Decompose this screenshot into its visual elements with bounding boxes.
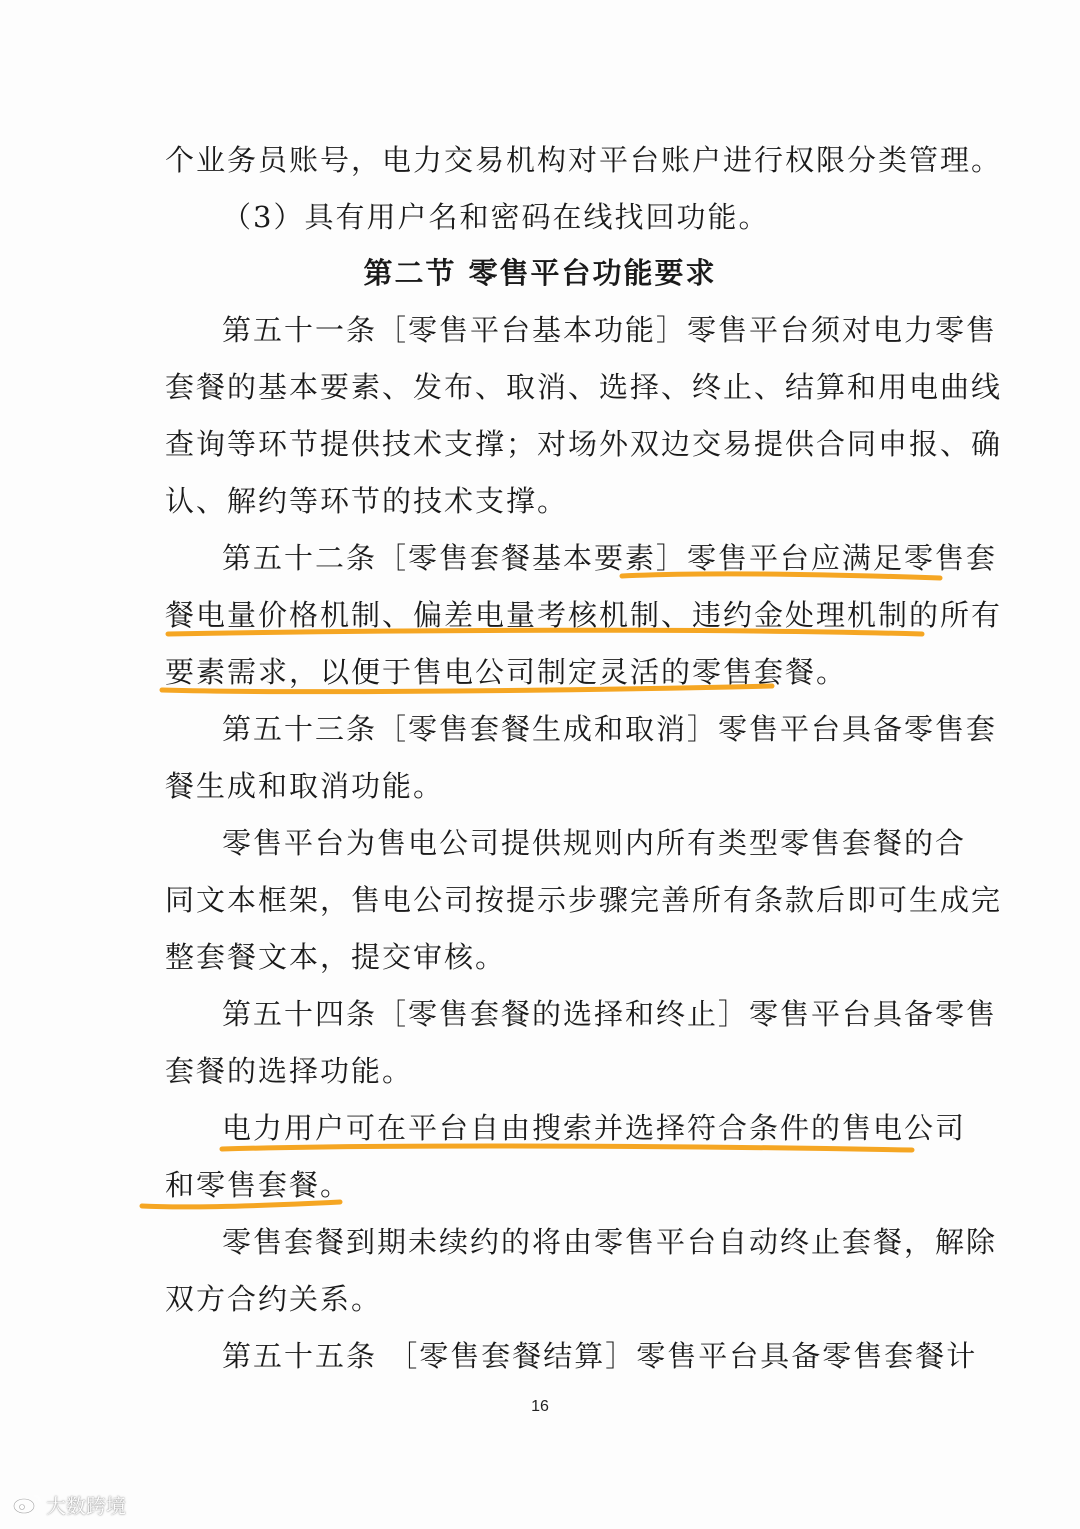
article-52-line: 要素需求，以便于售电公司制定灵活的零售套餐。 [165, 655, 848, 689]
paragraph-line: （3）具有用户名和密码在线找回功能。 [222, 200, 770, 234]
article-53-line: 第五十三条［零售套餐生成和取消］零售平台具备零售套 [222, 712, 998, 746]
article-54-line: 套餐的选择功能。 [165, 1054, 414, 1088]
page-number: 16 [531, 1398, 549, 1415]
article-55-line: 第五十五条 ［零售套餐结算］零售平台具备零售套餐计 [222, 1339, 978, 1373]
weibo-icon [12, 1492, 42, 1516]
article-53-line: 餐生成和取消功能。 [165, 769, 445, 803]
paragraph-line: 零售套餐到期未续约的将由零售平台自动终止套餐，解除 [222, 1225, 998, 1259]
article-54-line: 第五十四条［零售套餐的选择和终止］零售平台具备零售 [222, 997, 998, 1031]
article-51-line: 第五十一条［零售平台基本功能］零售平台须对电力零售 [222, 313, 998, 347]
section-heading: 第二节 零售平台功能要求 [363, 256, 717, 290]
paragraph-line: 个业务员账号，电力交易机构对平台账户进行权限分类管理。 [165, 143, 1003, 177]
paragraph-line: 和零售套餐。 [165, 1168, 352, 1202]
paragraph-line: 同文本框架，售电公司按提示步骤完善所有条款后即可生成完 [165, 883, 1003, 917]
paragraph-line: 零售平台为售电公司提供规则内所有类型零售套餐的合 [222, 826, 967, 860]
article-51-line: 套餐的基本要素、发布、取消、选择、终止、结算和用电曲线 [165, 370, 1003, 404]
article-51-line: 查询等环节提供技术支撑；对场外双边交易提供合同申报、确 [165, 427, 1003, 461]
paragraph-line: 整套餐文本，提交审核。 [165, 940, 507, 974]
paragraph-line: 双方合约关系。 [165, 1282, 383, 1316]
watermark-text: 大数跨境 [46, 1493, 126, 1518]
article-51-line: 认、解约等环节的技术支撑。 [165, 484, 569, 518]
paragraph-line: 电力用户可在平台自由搜索并选择符合条件的售电公司 [222, 1111, 967, 1145]
article-52-line: 第五十二条［零售套餐基本要素］零售平台应满足零售套 [222, 541, 998, 575]
article-52-line: 餐电量价格机制、偏差电量考核机制、违约金处理机制的所有 [165, 598, 1003, 632]
watermark [12, 1490, 126, 1518]
